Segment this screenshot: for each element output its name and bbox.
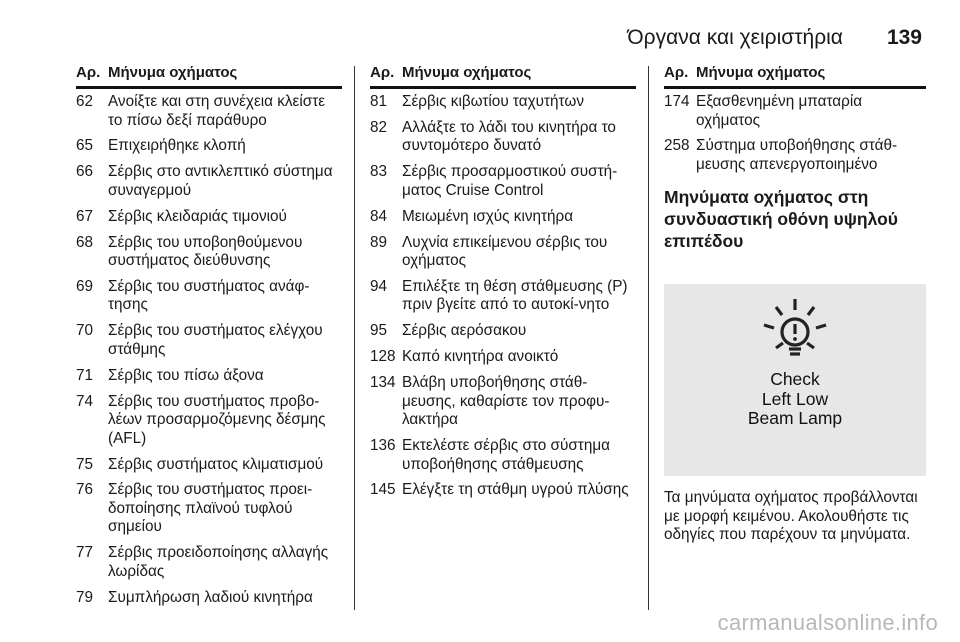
table-column-3 bbox=[664, 64, 926, 252]
header-message: Μήνυμα οχήματος bbox=[696, 64, 826, 81]
table-row bbox=[76, 456, 342, 475]
table-row bbox=[76, 544, 342, 581]
message-code: 145 bbox=[370, 481, 396, 499]
display-message bbox=[664, 370, 926, 429]
message-text: Σέρβις του υποβοηθούμενου συστήματος διεύθυνσης bbox=[108, 233, 303, 270]
table-row bbox=[76, 163, 342, 200]
column-divider bbox=[648, 66, 649, 610]
message-code: 74 bbox=[76, 392, 94, 410]
message-text: Σέρβις προσαρμοστικού συστή-ματος Cruise Control bbox=[402, 163, 618, 199]
table-row bbox=[76, 93, 342, 130]
message-code: 69 bbox=[76, 277, 94, 295]
message-text: Σέρβις κλειδαριάς τιμονιού bbox=[108, 207, 287, 225]
message-text: Σέρβις του συστήματος ελέγχου στάθμης bbox=[108, 322, 323, 358]
message-code: 81 bbox=[370, 93, 388, 110]
table-header bbox=[370, 64, 636, 89]
message-code: 79 bbox=[76, 588, 94, 606]
table-row bbox=[370, 322, 636, 341]
table-row bbox=[370, 93, 636, 112]
cluster-display-illustration bbox=[664, 284, 926, 476]
section-title: Μηνύματα οχήματος στη συνδυαστική οθόνη υψηλού επιπέδου bbox=[664, 187, 898, 252]
column-divider bbox=[354, 66, 355, 610]
message-text: Αλλάξτε το λάδι του κινητήρα το συντομότερο δυνατό bbox=[402, 118, 616, 155]
message-text: Σέρβις στο αντικλεπτικό σύστημα συναγερμού bbox=[108, 163, 333, 199]
table-row bbox=[76, 589, 342, 608]
display-line-2: Left Low bbox=[761, 388, 829, 409]
message-code: 134 bbox=[370, 374, 396, 392]
table-row bbox=[370, 163, 636, 200]
message-code: 62 bbox=[76, 93, 94, 110]
message-code: 65 bbox=[76, 137, 94, 155]
watermark: carmanualsonline.info bbox=[717, 610, 938, 635]
message-text: Εκτελέστε σέρβις στο σύστημα υποβοήθησης στάθμευσης bbox=[402, 437, 610, 473]
message-text: Επιχειρήθηκε κλοπή bbox=[108, 137, 246, 155]
message-code: 89 bbox=[370, 233, 388, 251]
message-text: Σέρβις του συστήματος ανάφ-τησης bbox=[108, 277, 310, 314]
table-row bbox=[76, 234, 342, 271]
table-header bbox=[664, 64, 926, 89]
table-row bbox=[664, 137, 926, 174]
message-code: 258 bbox=[664, 137, 690, 155]
message-code: 71 bbox=[76, 366, 94, 384]
table-row bbox=[76, 278, 342, 315]
message-code: 66 bbox=[76, 163, 94, 181]
message-text: Σέρβις του πίσω άξονα bbox=[108, 366, 264, 384]
bulb-warning-icon bbox=[760, 294, 830, 364]
table-rows bbox=[664, 93, 926, 174]
header-code: Αρ. bbox=[664, 64, 689, 81]
table-row bbox=[370, 374, 636, 430]
message-text: Συμπλήρωση λαδιού κινητήρα bbox=[108, 588, 313, 606]
table-row bbox=[370, 119, 636, 156]
display-line-3: Beam Lamp bbox=[747, 408, 843, 428]
section-description: Τα μηνύματα οχήματος προβάλλονται με μορφή κειμένου. Ακολουθήστε τις οδηγίες που παρέχουν τα μηνύματα. bbox=[664, 489, 918, 543]
message-text: Λυχνία επικείμενου σέρβις του οχήματος bbox=[402, 233, 608, 270]
page-number: 139 bbox=[886, 26, 922, 49]
message-text: Σέρβις αερόσακου bbox=[402, 322, 527, 340]
table-rows bbox=[370, 93, 636, 500]
table-row bbox=[76, 137, 342, 156]
message-text: Σέρβις κιβωτίου ταχυτήτων bbox=[402, 93, 584, 110]
message-code: 68 bbox=[76, 233, 94, 251]
message-code: 128 bbox=[370, 348, 396, 366]
message-code: 70 bbox=[76, 322, 94, 340]
message-text: Σύστημα υποβοήθησης στάθ-μευσης απενεργοποιημένο bbox=[696, 137, 898, 173]
message-code: 75 bbox=[76, 455, 94, 473]
message-code: 76 bbox=[76, 481, 94, 499]
page-title: Όργανα και χειριστήρια bbox=[627, 26, 843, 49]
message-code: 82 bbox=[370, 118, 388, 136]
display-line-1: Check bbox=[770, 369, 820, 389]
table-row bbox=[370, 348, 636, 367]
table-row bbox=[76, 481, 342, 537]
table-row bbox=[664, 93, 926, 130]
message-text: Ανοίξτε και στη συνέχεια κλείστε το πίσω δεξί παράθυρο bbox=[108, 93, 326, 129]
table-row bbox=[76, 322, 342, 359]
table-row bbox=[370, 481, 636, 500]
table-row bbox=[370, 234, 636, 271]
message-text: Μειωμένη ισχύς κινητήρα bbox=[402, 207, 574, 225]
message-text: Βλάβη υποβοήθησης στάθ-μευσης, καθαρίστε τον προφυ-λακτήρα bbox=[402, 374, 610, 429]
message-text: Σέρβις συστήματος κλιματισμού bbox=[108, 455, 324, 473]
message-code: 174 bbox=[664, 93, 690, 110]
message-text: Σέρβις προειδοποίησης αλλαγής λωρίδας bbox=[108, 544, 329, 580]
message-code: 67 bbox=[76, 207, 94, 225]
table-row bbox=[370, 278, 636, 315]
table-header bbox=[76, 64, 342, 89]
table-column-1 bbox=[76, 64, 342, 615]
message-code: 83 bbox=[370, 163, 388, 181]
table-rows bbox=[76, 93, 342, 607]
message-text: Ελέγξτε τη στάθμη υγρού πλύσης bbox=[402, 481, 629, 499]
header-message: Μήνυμα οχήματος bbox=[108, 64, 238, 81]
message-text: Καπό κινητήρα ανοικτό bbox=[402, 348, 559, 366]
message-code: 136 bbox=[370, 437, 396, 455]
message-text: Εξασθενημένη μπαταρία οχήματος bbox=[696, 93, 863, 129]
page-header bbox=[627, 26, 922, 50]
header-message: Μήνυμα οχήματος bbox=[402, 64, 532, 81]
message-code: 77 bbox=[76, 544, 94, 562]
message-code: 84 bbox=[370, 207, 388, 225]
header-code: Αρ. bbox=[76, 64, 101, 81]
message-code: 95 bbox=[370, 322, 388, 340]
table-row bbox=[76, 367, 342, 386]
message-text: Σέρβις του συστήματος προβο-λέων προσαρμοζόμενης δέσμης (AFL) bbox=[108, 392, 326, 447]
message-text: Επιλέξτε τη θέση στάθμευσης (P) πριν βγείτε από το αυτοκί-νητο bbox=[402, 277, 628, 314]
table-row bbox=[76, 393, 342, 449]
message-text: Σέρβις του συστήματος προει-δοποίησης πλαϊνού τυφλού σημείου bbox=[108, 481, 313, 536]
message-code: 94 bbox=[370, 277, 388, 295]
header-code: Αρ. bbox=[370, 64, 395, 81]
table-row bbox=[370, 208, 636, 227]
table-row bbox=[76, 208, 342, 227]
table-column-2 bbox=[370, 64, 636, 507]
table-row bbox=[370, 437, 636, 474]
